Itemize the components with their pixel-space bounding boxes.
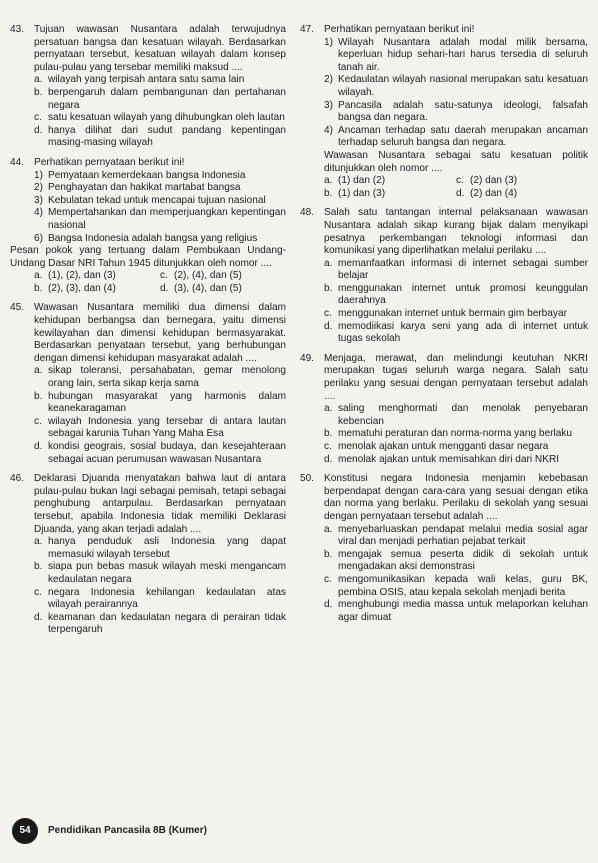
- option-b[interactable]: b. menggunakan internet untuk promosi keunggulan daerahnya: [324, 282, 588, 307]
- option-c[interactable]: c. satu kesatuan wilayah yang dihubungkan oleh lautan: [34, 112, 285, 124]
- question-46: [10, 473, 286, 637]
- statement-3: 3) Pancasila adalah satu-satunya ideologi, falsafah bangsa dan negara.: [324, 99, 588, 124]
- option-d[interactable]: d. (2) dan (4): [456, 187, 518, 199]
- option-b[interactable]: b. siapa pun bebas masuk wilayah meski mengancam kedaulatan negara: [34, 561, 286, 585]
- option-b[interactable]: b. berpengaruh dalam pembangunan dan pertahanan negara: [34, 86, 286, 111]
- option-a[interactable]: a. sikap toleransi, persahabatan, gemar menolong orang lain, serta sikap kerja sama: [34, 365, 286, 390]
- right-column: [300, 24, 588, 631]
- option-c[interactable]: c. (2), (4), dan (5): [160, 270, 242, 282]
- question-stem: Konstitusi negara Indonesia menjamin kebebasan berpendapat dengan cara-cara yang sesuai dengan etika dan norma yang berlaku. Perilaku di sekolah yang sesuai dengan pernyataan tersebut adalah ....: [324, 473, 588, 522]
- option-b[interactable]: b. mematuhi peraturan dan norma-norma yang berlaku: [324, 428, 572, 440]
- option-a[interactable]: a. menyebarluaskan pendapat melalui media sosial agar viral dan menjadi perhatian pejabat terkait: [324, 523, 588, 548]
- option-d[interactable]: d. memodiikasi karya seni yang ada di internet untuk tugas sekolah: [324, 320, 588, 345]
- question-stem: Perhatikan pernyataan berikut ini!: [34, 156, 185, 168]
- statement-1: 1) Pemyataan kemerdekaan bangsa Indonesia: [34, 169, 246, 181]
- question-50: [300, 473, 588, 624]
- option-a[interactable]: a. (1) dan (2): [324, 175, 386, 187]
- option-d[interactable]: d. menolak ajakan untuk memisahkan diri dari NKRI: [324, 453, 560, 465]
- option-a[interactable]: a. wilayah yang terpisah antara satu sama lain: [34, 74, 245, 86]
- option-a[interactable]: a. (1), (2), dan (3): [34, 270, 116, 282]
- statement-4: 4) Ancaman terhadap satu daerah merupakan ancaman terhadap seluruh bangsa dan negara.: [324, 124, 588, 149]
- option-c[interactable]: c. menolak ajakan untuk mengganti dasar negara: [324, 441, 549, 452]
- option-c[interactable]: c. negara Indonesia kehilangan kedaulatan atas wilayah perairannya: [34, 586, 286, 611]
- question-number: 43.: [10, 24, 25, 35]
- question-number: 44.: [10, 156, 25, 168]
- option-d[interactable]: d. menghubungi media massa untuk melaporkan keluhan agar dimuat: [324, 599, 588, 623]
- option-d[interactable]: d. kondisi geograis, sosial budaya, dan kesejahteraan sebagai acuan perumusan wawasan Nusantara: [34, 441, 286, 465]
- question-45: [10, 302, 286, 466]
- statement-6: 6) Bangsa Indonesia adalah bangsa yang religius: [34, 232, 258, 244]
- question-tail: Wawasan Nusantara sebagai satu kesatuan politik ditunjukkan oleh nomor ....: [324, 149, 588, 174]
- book-title: Pendidikan Pancasila 8B (Kumer): [48, 824, 207, 836]
- question-stem: Perhatikan pernyataan berikut ini!: [324, 24, 475, 35]
- question-stem: Deklarasi Djuanda menyatakan bahwa laut di antara pulau-pulau bukan lagi sebagai pemisah, tetapi sebagai penghubung antarpulau. Berdasarkan pernyataan tersebut, apabila Indonesia tidak memiliki Deklarasi Djuanda, yang akan terjadi adalah ....: [34, 473, 286, 535]
- question-number: 47.: [300, 24, 315, 35]
- option-c[interactable]: c. (2) dan (3): [456, 175, 518, 187]
- option-c[interactable]: c. mengomunikasikan kepada wali kelas, guru BK, pembina OSIS, atau kepala sekolah menjadi berita: [324, 573, 588, 598]
- question-stem: Tujuan wawasan Nusantara adalah terwujudnya persatuan bangsa dan kesatuan wilayah. Berdasarkan pernyataan tersebut, kesatuan wilayah dalam konsep pulau-pulau yang tersebar memiliki maksud ....: [34, 24, 286, 73]
- option-d[interactable]: d. hanya dilihat dari sudut pandang kepentingan masing-masing wilayah: [34, 124, 286, 149]
- question-43: [10, 24, 286, 150]
- question-48: [300, 207, 588, 346]
- option-a[interactable]: a. memanfaatkan informasi di internet sebagai sumber belajar: [324, 257, 588, 282]
- question-stem: Salah satu tantangan internal pelaksanaan wawasan Nusantara adalah sikap kurang bijak dalam menyikapi pesatnya perkembangan teknologi informasi dan komunikasi yang diperlihatkan melalui perilaku ....: [324, 207, 588, 257]
- statement-2: 2) Penghayatan dan hakikat martabat bangsa: [34, 182, 241, 194]
- left-column: [10, 24, 286, 644]
- option-c[interactable]: c. menggunakan internet untuk bermain gim berbayar: [324, 308, 567, 320]
- option-c[interactable]: c. wilayah Indonesia yang tersebar di antara lautan sebagai karunia Tuhan Yang Maha Esa: [34, 415, 286, 440]
- statement-4: 4) Mempertahankan dan memperjuangkan kepentingan nasional: [34, 207, 286, 231]
- option-d[interactable]: d. keamanan dan kedaulatan negara di perairan tidak terpengaruh: [34, 611, 286, 636]
- question-44: [10, 157, 286, 296]
- option-a[interactable]: a. saling menghormati dan menolak penyebaran kebencian: [324, 403, 588, 427]
- page-number-badge: 54: [12, 818, 38, 844]
- question-stem: Menjaga, merawat, dan melindungi keutuhan NKRI merupakan tugas seluruh warga negara. Salah satu perilaku yang sesuai dengan pernyataan tersebut adalah ....: [324, 352, 588, 402]
- statement-2: 2) Kedaulatan wilayah nasional merupakan satu kesatuan wilayah.: [324, 74, 588, 98]
- question-tail: Pesan pokok yang tertuang dalam Pembukaan Undang-Undang Dasar NRI Tahun 1945 ditunjukkan oleh nomor ....: [10, 245, 286, 269]
- option-b[interactable]: b. (1) dan (3): [324, 187, 386, 199]
- question-number: 48.: [300, 207, 315, 219]
- option-b[interactable]: b. hubungan masyarakat yang harmonis dalam keanekaragaman: [34, 390, 286, 415]
- question-number: 45.: [10, 302, 25, 314]
- statement-1: 1) Wilayah Nusantara adalah modal milik bersama, keperluan hidup sehari-hari harus tersedia di seluruh tanah air.: [324, 36, 588, 73]
- question-stem: Wawasan Nusantara memiliki dua dimensi dalam kehidupan berbangsa dan bernegara, yaitu dimensi kewilayahan dan dimensi kehidupan bermasyarakat. Berdasarkan penyataan tersebut, yang berhubungan dengan dimensi kehidupan masyarakat adalah ....: [34, 302, 286, 364]
- option-b[interactable]: b. (2), (3), dan (4): [34, 282, 116, 294]
- option-d[interactable]: d. (3), (4), dan (5): [160, 282, 242, 294]
- question-number: 50.: [300, 473, 315, 485]
- statement-3: 3) Kebulatan tekad untuk mencapai tujuan nasional: [34, 194, 266, 206]
- question-47: [300, 24, 588, 200]
- question-number: 46.: [10, 473, 25, 485]
- question-number: 49.: [300, 352, 315, 364]
- option-b[interactable]: b. mengajak semua peserta didik di sekolah untuk mengadakan aksi demonstrasi: [324, 548, 588, 573]
- question-49: [300, 353, 588, 466]
- option-a[interactable]: a. hanya penduduk asli Indonesia yang dapat memasuki wilayah tersebut: [34, 536, 286, 560]
- page-footer: [12, 818, 207, 844]
